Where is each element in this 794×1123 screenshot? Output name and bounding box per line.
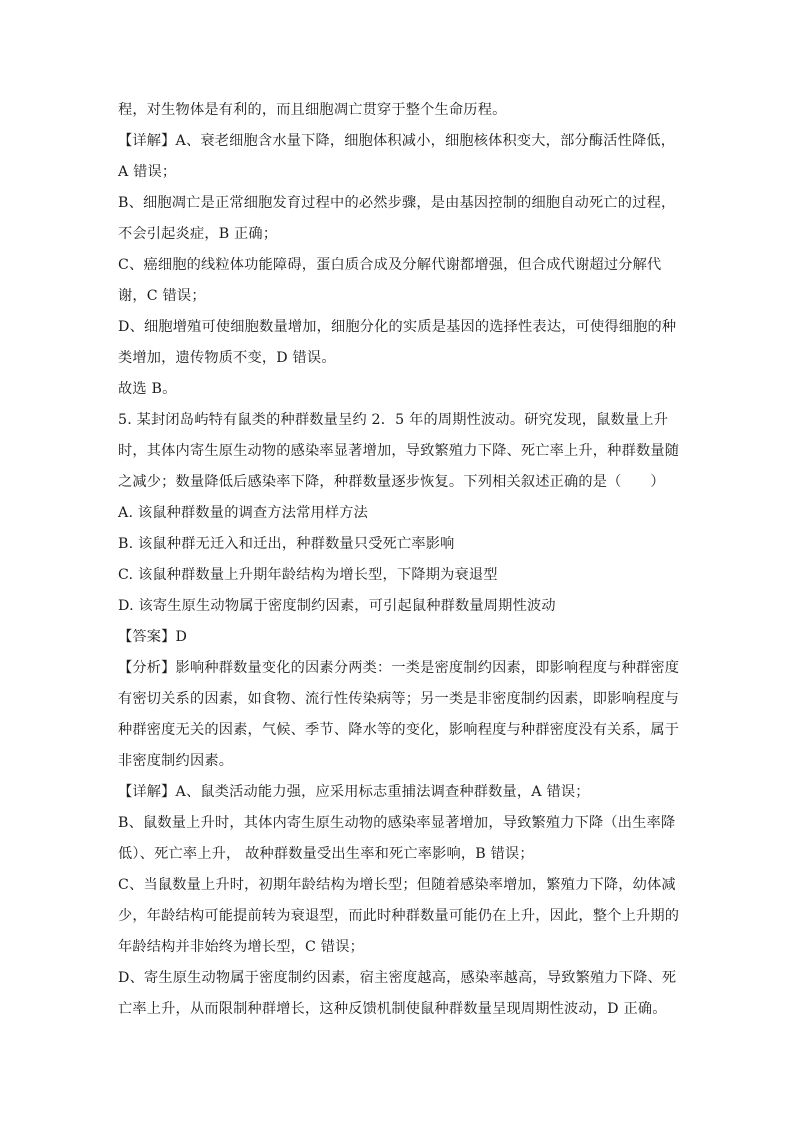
text-line: A 错误；: [118, 164, 177, 180]
analysis-line: 非密度制约因素。: [118, 753, 234, 769]
text-line: 谢，C 错误；: [118, 288, 206, 304]
analysis-line: 种群密度无关的因素，气候、季节、降水等的变化，影响程度与种群密度没有关系，属于: [118, 722, 680, 738]
detail-line: D、寄生原生动物属于密度制约因素，宿主密度越高，感染率越高，导致繁殖力下降、死: [118, 970, 677, 986]
detail-line: B、鼠数量上升时，其体内寄生原生动物的感染率显著增加，导致繁殖力下降（出生率降: [118, 815, 676, 831]
answer-line: 【答案】D: [118, 629, 188, 645]
text-line: C、癌细胞的线粒体功能障碍，蛋白质合成及分解代谢都增强，但合成代谢超过分解代: [118, 257, 662, 273]
analysis-line: 【分析】影响种群数量变化的因素分两类：一类是密度制约因素，即影响程度与种群密度: [118, 660, 680, 676]
detail-line: 【详解】A、鼠类活动能力强，应采用标志重捕法调查种群数量，A 错误；: [118, 784, 590, 800]
detail-line: 少，年龄结构可能提前转为衰退型，而此时种群数量可能仍在上升，因此，整个上升期的: [118, 908, 680, 924]
text-line: D、细胞增殖可使细胞数量增加，细胞分化的实质是基因的选择性表达，可使得细胞的种: [118, 319, 677, 335]
detail-line: 年龄结构并非始终为增长型，C 错误；: [118, 939, 364, 955]
analysis-line: 有密切关系的因素，如食物、流行性传染病等；另一类是非密度制约因素，即影响程度与: [118, 691, 680, 707]
text-line: 程，对生物体是有利的，而且细胞凋亡贯穿于整个生命历程。: [118, 102, 507, 118]
question-text-line: 之减少；数量降低后感染率下降，种群数量逐步恢复。下列相关叙述正确的是（ ）: [118, 474, 665, 490]
option-b: B. 该鼠种群无迁入和迁出，种群数量只受死亡率影响: [118, 536, 455, 552]
option-a: A. 该鼠种群数量的调查方法常用样方法: [118, 505, 369, 521]
text-line: B、细胞凋亡是正常细胞发育过程中的必然步骤，是由基因控制的细胞自动死亡的过程，: [118, 195, 676, 211]
text-line: 类增加，遗传物质不变，D 错误。: [118, 350, 336, 366]
detail-line: 低）、死亡率上升， 故种群数量受出生率和死亡率影响，B 错误；: [118, 846, 534, 862]
detail-line: C、当鼠数量上升时，初期年龄结构为增长型；但随着感染率增加，繁殖力下降，幼体减: [118, 877, 676, 893]
option-c: C. 该鼠种群数量上升期年龄结构为增长型，下降期为衰退型: [118, 567, 498, 583]
document-page: [118, 100, 678, 1030]
text-line: 【详解】A、衰老细胞含水量下降，细胞体积减小，细胞核体积变大，部分酶活性降低，: [118, 133, 676, 149]
question-text-line: 5. 某封闭岛屿特有鼠类的种群数量呈约 2．5 年的周期性波动。研究发现，鼠数量上升: [118, 412, 669, 428]
text-line: 故选 B。: [118, 381, 177, 397]
text-line: 不会引起炎症，B 正确；: [118, 226, 278, 242]
question-text-line: 时，其体内寄生原生动物的感染率显著增加，导致繁殖力下降、死亡率上升，种群数量随: [118, 443, 680, 459]
detail-line: 亡率上升，从而限制种群增长，这种反馈机制使鼠种群数量呈现周期性波动，D 正确。: [118, 1001, 667, 1017]
option-d: D. 该寄生原生动物属于密度制约因素，可引起鼠种群数量周期性波动: [118, 598, 556, 614]
